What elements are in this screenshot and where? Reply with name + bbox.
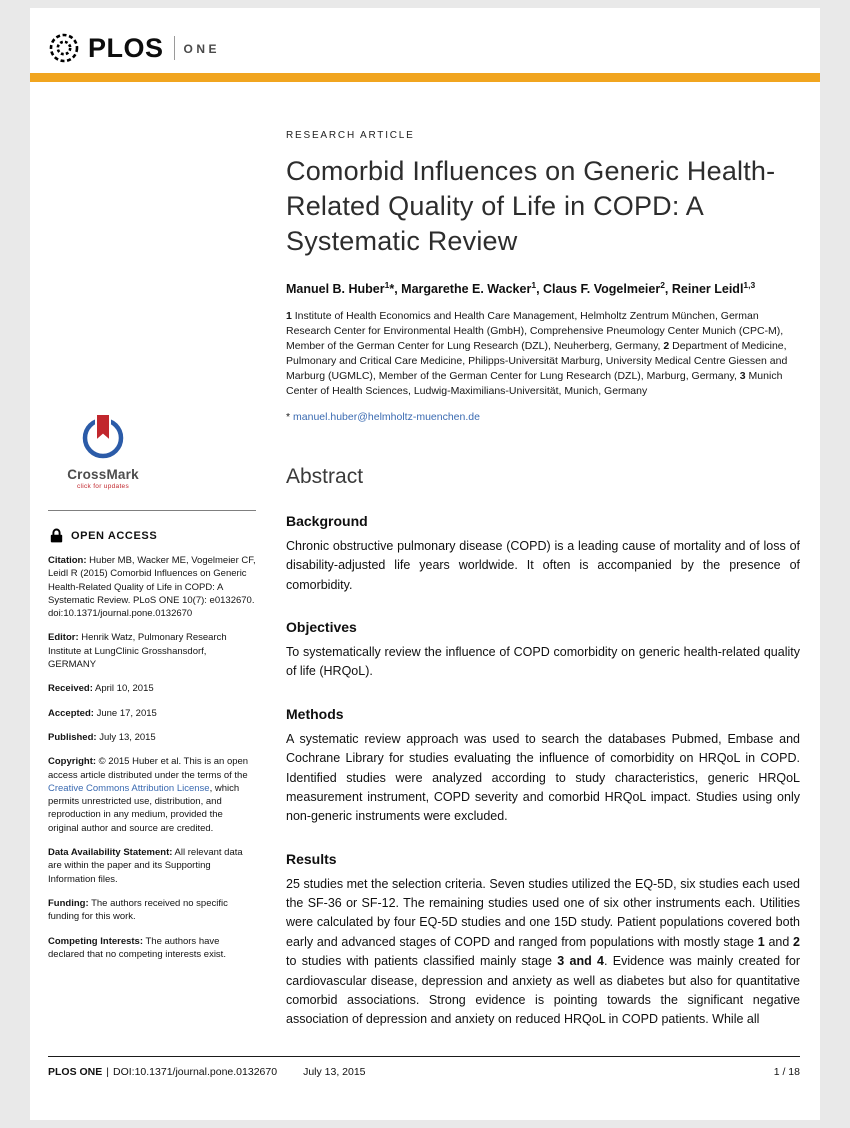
footer-doi: DOI:10.1371/journal.pone.0132670 xyxy=(113,1065,278,1078)
page-footer xyxy=(48,1056,800,1078)
open-access-label xyxy=(50,528,256,543)
authors-line xyxy=(286,280,800,296)
methods-text: A systematic review approach was used to search the databases Pubmed, Embase and Cochrane Library for studies evaluating the influence of comorbidity on HRQoL in COPD. Identified studies were analyzed according to study characteristics, generic HRQoL measurement instrument, COPD severity and comorbid HRQoL impact. Studies using only non-generic instruments were excluded. xyxy=(286,731,800,824)
copyright-label: Copyright: xyxy=(48,756,97,768)
email-link[interactable]: manuel.huber@helmholtz-muenchen.de xyxy=(293,410,480,423)
objectives-heading: Objectives xyxy=(286,619,357,635)
content-columns xyxy=(30,82,820,1030)
lock-icon xyxy=(50,528,63,543)
article-type-kicker: RESEARCH ARTICLE xyxy=(286,130,415,141)
email-marker: * xyxy=(286,410,291,423)
paper-page xyxy=(30,8,820,1120)
corresponding-email xyxy=(286,411,800,423)
brand-subname: ONE xyxy=(183,42,221,56)
editor-text: Henrik Watz, Pulmonary Research Institute at LungClinic Grosshansdorf, GERMANY xyxy=(48,632,227,671)
footer-separator: | xyxy=(106,1065,109,1078)
objectives-text: To systematically review the influence of COPD comorbidity on generic health-related quality of life (HRQoL). xyxy=(286,645,800,679)
competing-interests-label: Competing Interests: xyxy=(48,935,144,947)
footer-journal-name: PLOS ONE xyxy=(48,1065,103,1078)
copyright-text-pre: © 2015 Huber et al. This is an open access article distributed under the terms of the xyxy=(48,756,249,781)
published-date: July 13, 2015 xyxy=(99,731,156,743)
data-availability-entry xyxy=(48,846,256,886)
article-title: Comorbid Influences on Generic Health-Related Quality of Life in COPD: A Systematic Review xyxy=(286,156,776,257)
crossmark-badge[interactable] xyxy=(48,412,158,490)
page-number: 1 / 18 xyxy=(773,1065,800,1078)
background-heading: Background xyxy=(286,512,368,529)
author: Reiner Leidl$^{1,3}$ xyxy=(671,280,756,297)
published-label: Published: xyxy=(48,731,97,743)
brand-name: PLOS xyxy=(88,32,164,63)
abstract-heading: Abstract xyxy=(286,464,364,488)
affiliations: 1 Institute of Health Economics and Health Care Management, Helmholtz Zentrum München, German Research Center for Environmental Health (GmbH), Comprehensive Pneumology Center Munich (CPC-M), Member of the German Center for Lung Research (DZL), Neuherberg, Germany, 2 Department of Medicine, Pulmonary and Critical Care Medicine, Philipps-Universität Marburg, University Medical Centre Giessen and Marburg (UGMLC), Member of the German Center for Lung Research (DZL), Marburg, Germany, 3 Munich Center of Health Sciences, Ludwig-Maximilians-Universität, Munich, Germany xyxy=(286,310,788,397)
background-text: Chronic obstructive pulmonary disease (COPD) is a leading cause of mortality and of loss of disability-adjusted life years worldwide. It often is accompanied by the presence of comorbidity. xyxy=(286,538,800,592)
funding-entry xyxy=(48,897,256,924)
data-availability-text: All relevant data are within the paper and its Supporting Information files. xyxy=(48,847,243,885)
article-main-column xyxy=(286,82,800,1030)
journal-header xyxy=(30,8,820,82)
accepted-entry xyxy=(48,707,256,720)
citation-text: Huber MB, Wacker ME, Vogelmeier CF, Leidl R (2015) Comorbid Influences on Generic Health-Related Quality of Life in COPD: A Systematic Review. PLoS ONE 10(7): e0132670. doi:10.1371/journal.pone.0132670 xyxy=(48,555,256,620)
author: Margarethe E. Wacker$^1$, xyxy=(401,280,544,297)
received-entry xyxy=(48,682,256,695)
logo-divider xyxy=(174,36,175,60)
author: Manuel B. Huber$^1$*, xyxy=(286,280,402,297)
accepted-date: June 17, 2015 xyxy=(96,707,157,719)
methods-heading: Methods xyxy=(286,705,344,722)
open-access-text: OPEN ACCESS xyxy=(71,529,158,542)
competing-interests-entry xyxy=(48,935,256,962)
funding-label: Funding: xyxy=(48,897,89,909)
competing-interests-text: The authors have declared that no competing interests exist. xyxy=(48,935,226,960)
header-accent-bar xyxy=(30,73,820,82)
plos-logo xyxy=(30,8,820,73)
cc-license-link[interactable]: Creative Commons Attribution License xyxy=(48,782,210,794)
article-metadata-sidebar xyxy=(48,82,256,1030)
citation-entry xyxy=(48,554,256,620)
received-date: April 10, 2015 xyxy=(95,683,154,695)
results-heading: Results xyxy=(286,850,337,867)
footer-citation xyxy=(48,1066,366,1078)
copyright-text-post: , which permits unrestricted use, distribution, and reproduction in any medium, provided the original author and source are credited. xyxy=(48,782,240,834)
received-label: Received: xyxy=(48,683,93,695)
accepted-label: Accepted: xyxy=(48,707,94,719)
copyright-entry xyxy=(48,755,256,835)
published-entry xyxy=(48,731,256,744)
author: Claus F. Vogelmeier$^2$, xyxy=(543,280,672,297)
data-availability-label: Data Availability Statement: xyxy=(48,847,173,859)
plos-logo-icon xyxy=(48,32,80,64)
crossmark-icon xyxy=(79,412,127,460)
editor-entry xyxy=(48,631,256,671)
footer-divider xyxy=(48,1056,800,1057)
footer-date: July 13, 2015 xyxy=(303,1065,366,1078)
crossmark-subtext: click for updates xyxy=(76,483,130,490)
sidebar-divider xyxy=(48,510,256,511)
crossmark-label: CrossMark xyxy=(67,467,139,482)
funding-text: The authors received no specific funding for this work. xyxy=(48,897,228,923)
citation-label: Citation: xyxy=(48,555,87,566)
editor-label: Editor: xyxy=(48,632,79,644)
results-text: 25 studies met the selection criteria. Seven studies utilized the EQ-5D, six studies each used the SF-36 or SF-12. The remaining studies used one of six other instruments each. Utilities were calculated by four EQ-5D studies and one 15D study. Patient populations covered both early and advanced stages of COPD and ranged from populations with mostly stage 1 and 2 to studies with patients classified mainly stage 3 and 4. Evidence was mainly created for cardiovascular disease, depression and anxiety as well as diabetes but also for quantitative comorbid associations. Strong evidence is pointing towards the significant negative association of depression and anxiety on reduced HRQoL in COPD patients. While all xyxy=(286,876,801,1027)
